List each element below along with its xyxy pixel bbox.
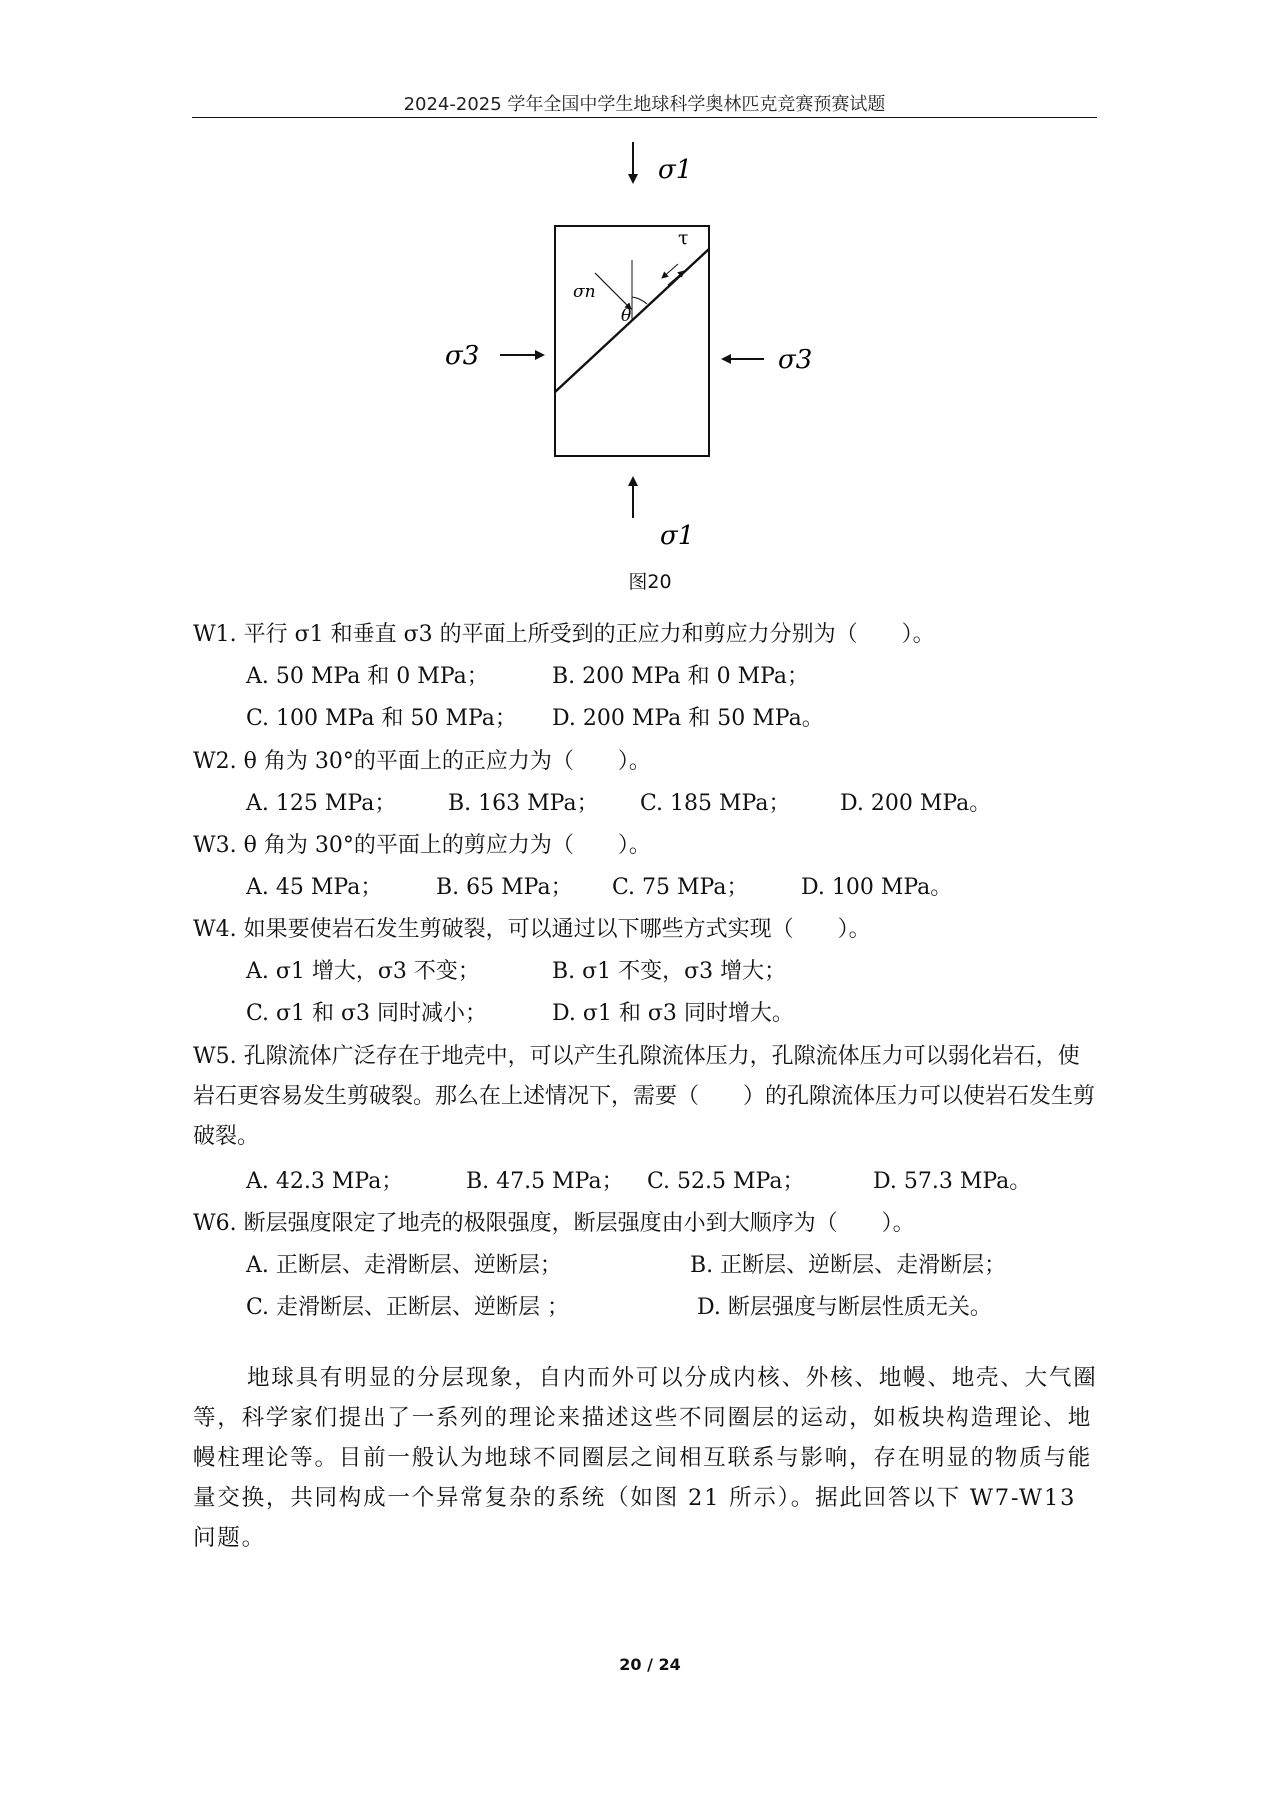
w4-option-c: C. σ1 和 σ3 同时减小；: [246, 1001, 488, 1026]
sigma3-left-label: σ3: [445, 341, 480, 371]
question-w4: W4. 如果要使岩石发生剪破裂，可以通过以下哪些方式实现（ ）。: [193, 917, 871, 942]
w2-option-a: A. 125 MPa；: [246, 791, 397, 816]
w5-option-b: B. 47.5 MPa；: [466, 1169, 624, 1194]
w3-option-d: D. 100 MPa。: [801, 875, 953, 900]
w1-option-a: A. 50 MPa 和 0 MPa；: [246, 664, 489, 689]
w1-option-c: C. 100 MPa 和 50 MPa；: [246, 706, 517, 731]
w5-option-a: A. 42.3 MPa；: [246, 1169, 404, 1194]
w4-option-a: A. σ1 增大，σ3 不变；: [246, 959, 480, 984]
w6-option-a: A. 正断层、走滑断层、逆断层；: [246, 1253, 562, 1278]
question-w6: W6. 断层强度限定了地壳的极限强度，断层强度由小到大顺序为（ ）。: [193, 1211, 915, 1236]
w3-option-a: A. 45 MPa；: [246, 875, 383, 900]
question-w1: W1. 平行 σ1 和垂直 σ3 的平面上所受到的正应力和剪应力分别为（ ）。: [193, 622, 935, 647]
w4-option-d: D. σ1 和 σ3 同时增大。: [552, 1001, 794, 1026]
shear-arrow-lower: [662, 264, 678, 278]
w5-option-c: C. 52.5 MPa；: [647, 1169, 805, 1194]
w3-option-b: B. 65 MPa；: [436, 875, 573, 900]
shear-arrow-upper: [668, 271, 684, 285]
w6-option-b: B. 正断层、逆断层、走滑断层；: [690, 1253, 1007, 1278]
w6-option-d: D. 断层强度与断层性质无关。: [697, 1295, 992, 1320]
page-number: 20 / 24: [619, 1655, 681, 1674]
sigma3-right-label: σ3: [778, 345, 813, 375]
normal-stress-arrow: [595, 273, 631, 309]
w5-option-d: D. 57.3 MPa。: [873, 1169, 1032, 1194]
sigma1-top-label: σ1: [658, 155, 693, 185]
figure-caption: 图20: [628, 571, 672, 593]
header-rule: [192, 117, 1097, 118]
w3-option-c: C. 75 MPa；: [612, 875, 749, 900]
tau-label: τ: [678, 227, 689, 249]
sigma-n-label: σn: [573, 282, 596, 302]
w2-option-b: B. 163 MPa；: [448, 791, 599, 816]
w1-option-b: B. 200 MPa 和 0 MPa；: [552, 664, 810, 689]
w2-option-c: C. 185 MPa；: [640, 791, 791, 816]
sigma1-bottom-label: σ1: [660, 521, 695, 551]
w6-option-c: C. 走滑断层、正断层、逆断层 ；: [246, 1295, 570, 1320]
question-w5: W5. 孔隙流体广泛存在于地壳中，可以产生孔隙流体压力，孔隙流体压力可以弱化岩石，使岩石更容易发生剪破裂。那么在上述情况下，需要（ ）的孔隙流体压力可以使岩石发生剪破裂。: [193, 1044, 1096, 1149]
w1-option-d: D. 200 MPa 和 50 MPa。: [552, 706, 824, 731]
w2-option-d: D. 200 MPa。: [840, 791, 992, 816]
theta-arc: [632, 297, 647, 304]
stress-diagram: [440, 140, 860, 560]
theta-label: θ: [621, 306, 632, 326]
page-header: 2024-2025 学年全国中学生地球科学奥林匹克竞赛预赛试题: [403, 94, 886, 115]
intro-paragraph: 地球具有明显的分层现象，自内而外可以分成内核、外核、地幔、地壳、大气圈等，科学家们提出了一系列的理论来描述这些不同圈层的运动，如板块构造理论、地幔柱理论等。目前一般认为地球不同圈层之间相互联系与影响，存在明显的物质与能量交换，共同构成一个异常复杂的系统（如图 21 所示）。据此回答以下 W7-W13 问题。: [193, 1365, 1098, 1551]
question-w2: W2. θ 角为 30°的平面上的正应力为（ ）。: [193, 749, 651, 774]
w4-option-b: B. σ1 不变，σ3 增大；: [552, 959, 787, 984]
question-w3: W3. θ 角为 30°的平面上的剪应力为（ ）。: [193, 833, 651, 858]
